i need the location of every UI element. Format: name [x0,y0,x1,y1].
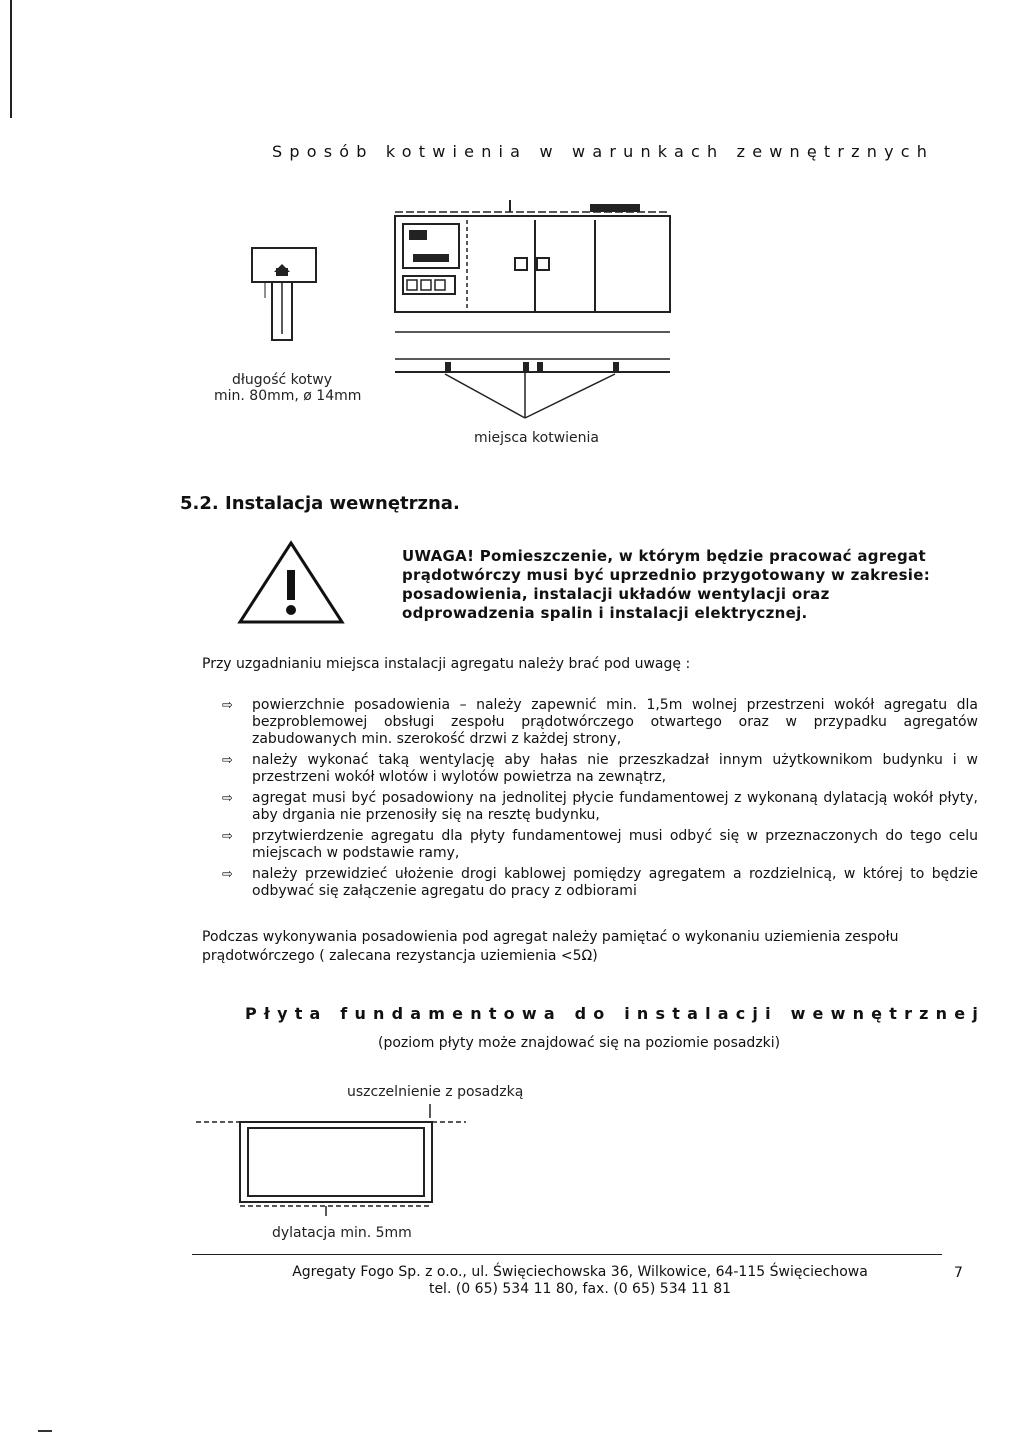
arrow-icon: ⇨ [222,791,233,806]
page-number: 7 [954,1265,963,1281]
foundation-plate-drawing [196,1102,476,1212]
grounding-note: Podczas wykonywania posadowienia pod agregat należy pamiętać o wykonaniu uziemienia zespołu prądotwórczego ( zalecana rezystancja uziemienia <5Ω) [202,929,899,964]
arrow-icon: ⇨ [222,753,233,768]
plate-subtitle: (poziom płyty może znajdować się na poziomie posadzki) [378,1035,781,1051]
list-item: ⇨ należy wykonać taką wentylację aby hałas nie przeszkadzał innym użytkownikom budynku i w przestrzeni wokół wlotów i wylotów powietrza na zewnątrz, [222,752,978,785]
section-title-plate: Płyta fundamentowa do instalacji wewnętrznej [245,1004,986,1023]
arrow-icon: ⇨ [222,829,233,844]
list-item: ⇨ agregat musi być posadowiony na jednolitej płycie fundamentowej z wykonaną dylatacją wokół płyty, aby drgania nie przenosiły się na resztę budynku, [222,790,978,823]
arrow-icon: ⇨ [222,867,233,882]
dilatation-label: dylatacja min. 5mm [272,1225,412,1241]
anchor-length-value: min. 80mm, ø 14mm [214,388,362,404]
section-title-external: Sposób kotwienia w warunkach zewnętrznych [272,142,935,161]
requirements-list [218,697,978,904]
footer-contact: tel. (0 65) 534 11 80, fax. (0 65) 534 11 81 [428,1281,732,1297]
list-item: ⇨ przytwierdzenie agregatu dla płyty fundamentowej musi odbyć się w przeznaczonych do tego celu miejscach w podstawie ramy, [222,828,978,861]
scan-artifact [38,1430,52,1432]
anchor-places-label: miejsca kotwienia [474,430,600,446]
section-heading-internal: 5.2. Instalacja wewnętrzna. [180,493,460,514]
footer-address: Agregaty Fogo Sp. z o.o., ul. Święciechowska 36, Wilkowice, 64-115 Święciechowa [292,1264,868,1280]
warning-icon [236,540,346,626]
footer-rule [192,1254,942,1255]
warning-text: UWAGA! Pomieszczenie, w którym będzie pracować agregat prądotwórczy musi być uprzednio przygotowany w zakresie: posadowienia, instalacji układów wentylacji oraz odprowadzenia spalin i instalacji elektrycznej. [402,547,931,622]
intro-text: Przy uzgadnianiu miejsca instalacji agregatu należy brać pod uwagę : [202,656,691,672]
list-item: ⇨ powierzchnie posadowienia – należy zapewnić min. 1,5m wolnej przestrzeni wokół agregatu dla bezproblemowej obsługi zespołu prądotwórczego otwartego oraz w przypadku agregatów zabudowanych min. szerokość drzwi z każdej strony, [222,697,978,747]
arrow-icon: ⇨ [222,698,233,713]
margin-line [10,0,12,118]
generator-drawing [385,196,680,436]
seal-label: uszczelnienie z posadzką [347,1084,524,1100]
anchor-length-label: długość kotwy [232,372,333,388]
anchor-bolt-drawing [240,238,330,348]
list-item: ⇨ należy przewidzieć ułożenie drogi kablowej pomiędzy agregatem a rozdzielnicą, w której to będzie odbywać się załączenie agregatu do pracy z odbiorami [222,866,978,899]
